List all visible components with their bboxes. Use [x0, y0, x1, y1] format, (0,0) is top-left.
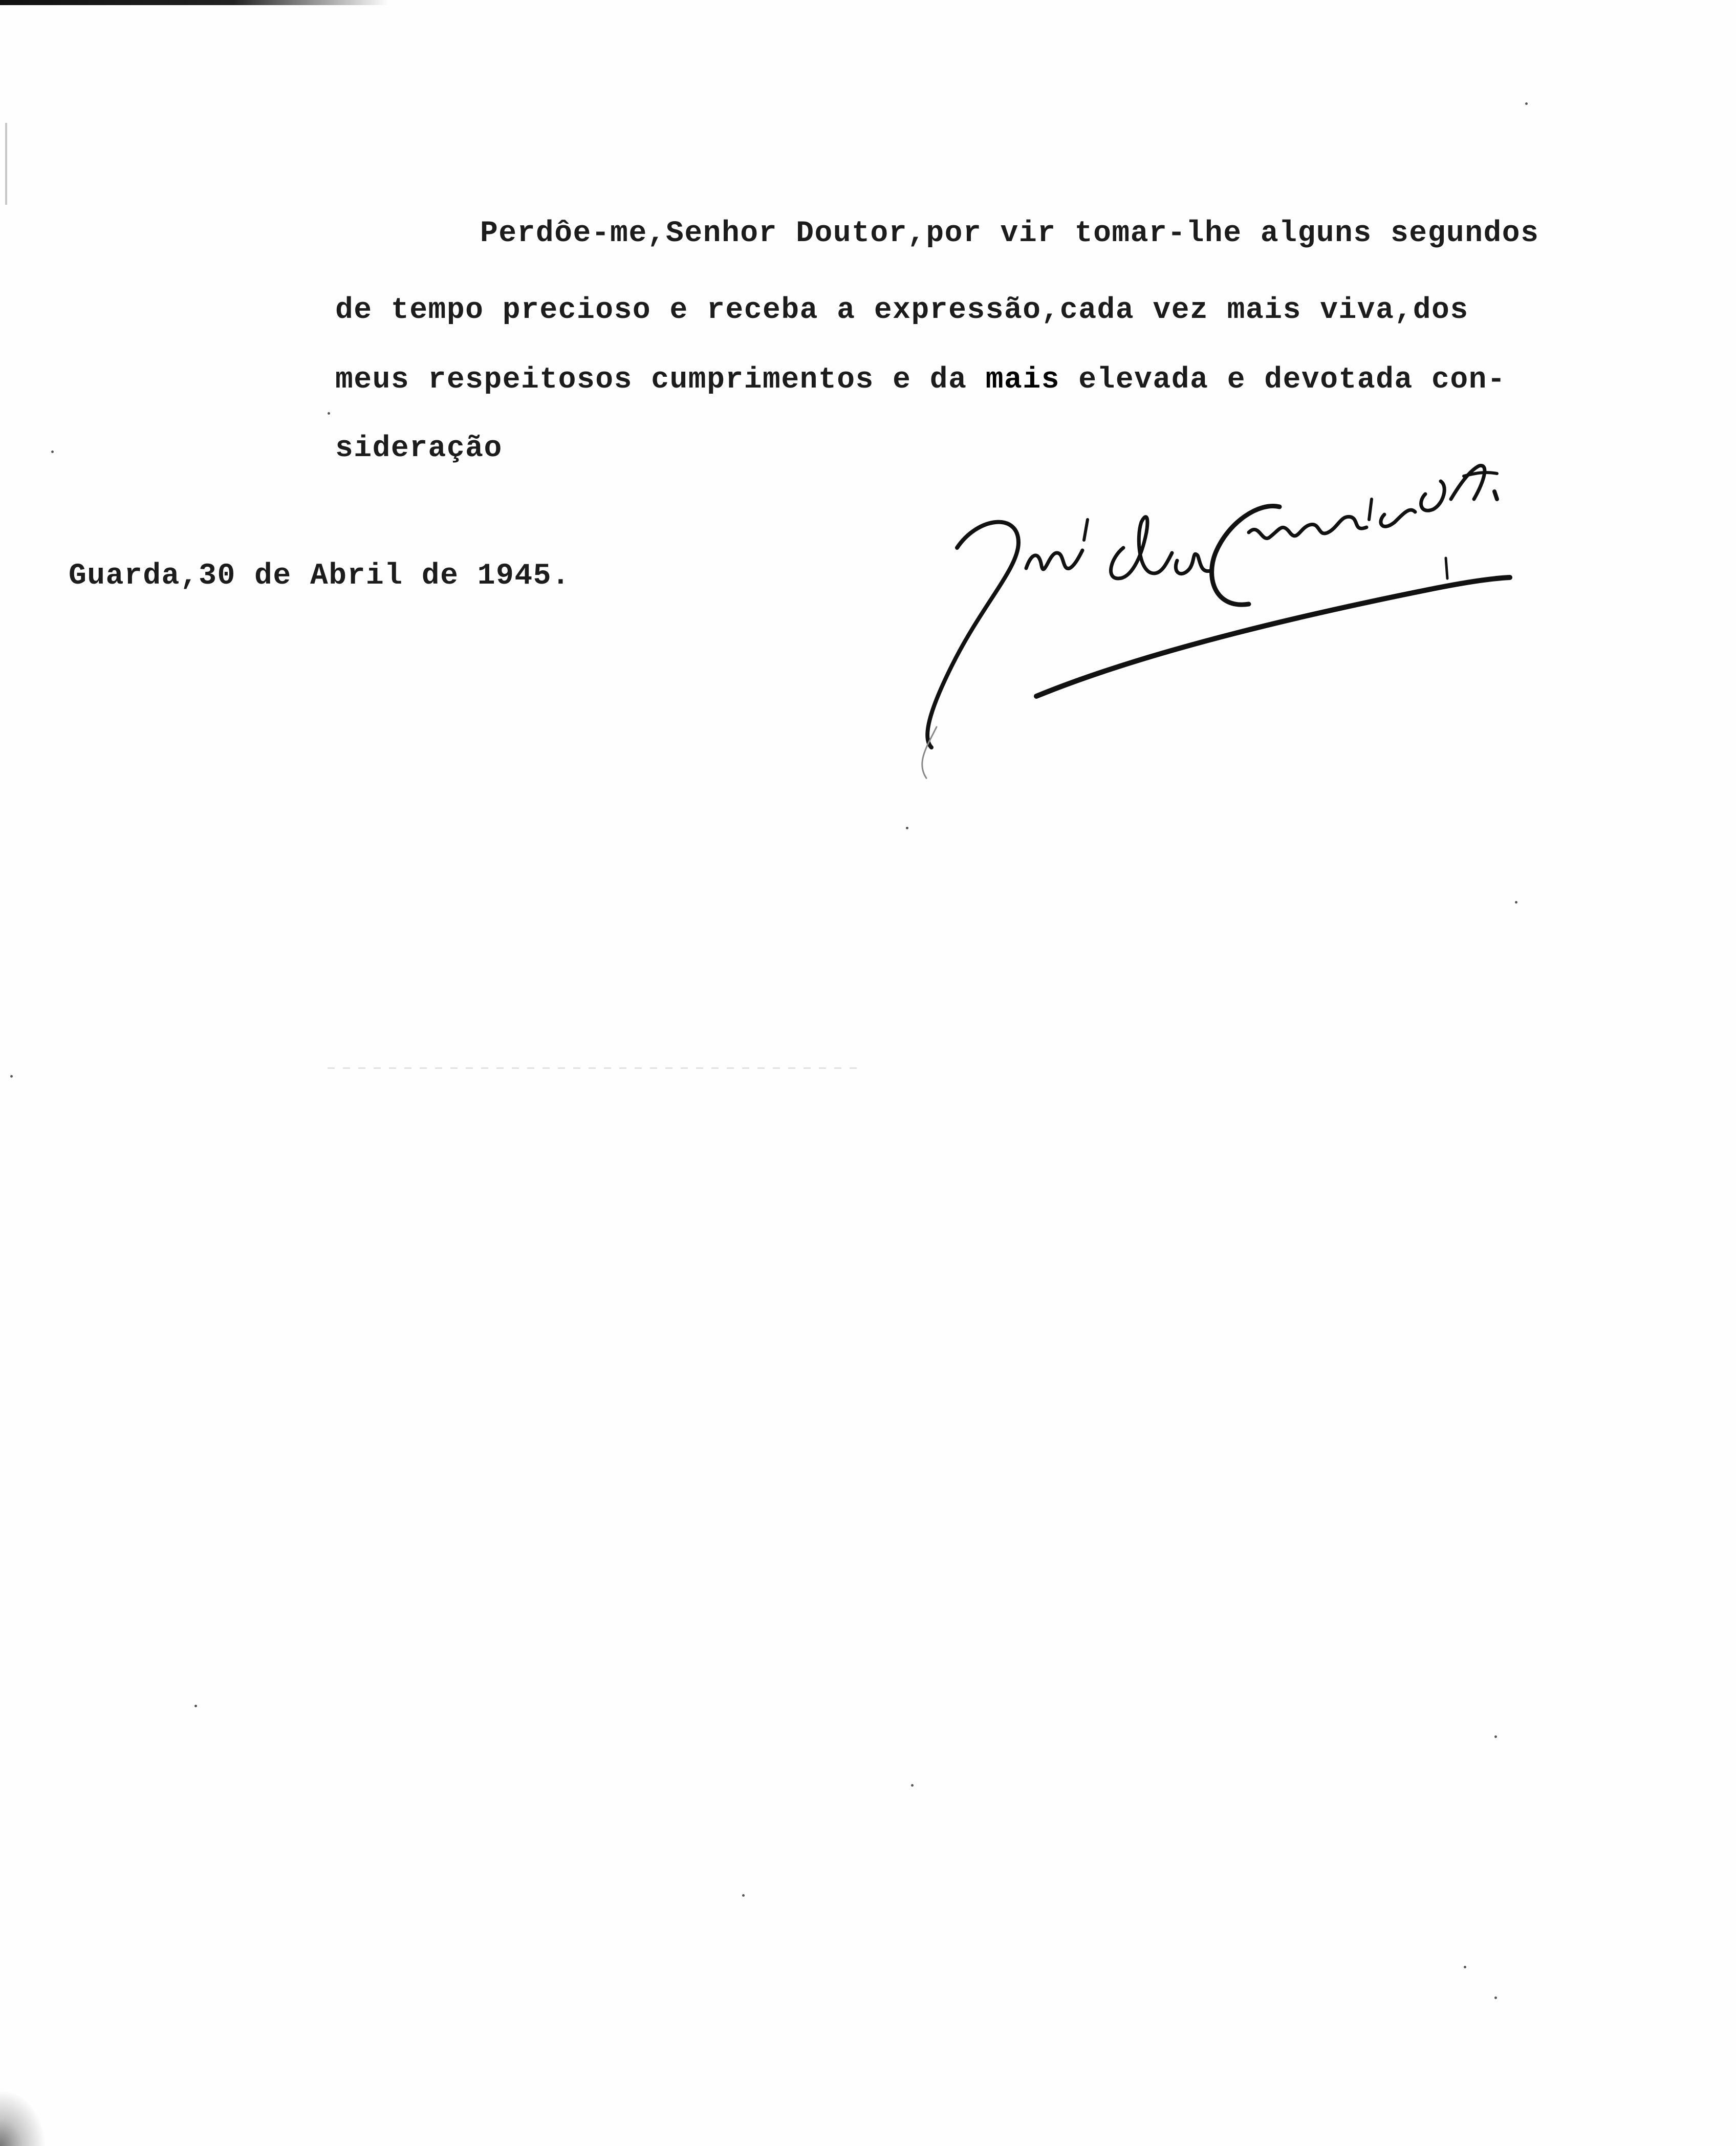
scan-speck [1464, 1966, 1466, 1968]
paragraph-line-1: Perdôe-me,Senhor Doutor,por vir tomar-lhe alguns segundos [480, 217, 1539, 250]
scan-speck [10, 1075, 13, 1078]
overstruck-word: mais [985, 363, 1060, 397]
paragraph-line-3-start: meus respeitosos cumprimentos e da [335, 363, 986, 397]
paragraph-line-3 [335, 363, 1506, 397]
scan-speck [1494, 1735, 1497, 1738]
faint-scan-line [328, 1067, 865, 1069]
scan-corner-smudge [0, 2090, 46, 2146]
scan-speck [1494, 1997, 1497, 1999]
scan-edge-left [5, 123, 7, 205]
paragraph-line-3-end: elevada e devotada con- [1059, 363, 1506, 397]
place-and-date: Guarda,30 de Abril de 1945. [69, 560, 571, 593]
scan-edge-top [0, 0, 389, 5]
paragraph-line-2: de tempo precioso e receba a expressão,cada vez mais viva,dos [335, 294, 1469, 327]
scan-speck [328, 412, 330, 415]
scan-speck [906, 827, 908, 829]
paragraph-line-4: sideração [335, 432, 503, 465]
scan-speck [742, 1894, 745, 1897]
scan-speck [1525, 102, 1528, 105]
scan-speck [911, 1784, 914, 1787]
scan-speck [51, 450, 54, 453]
scan-speck [194, 1705, 197, 1707]
handwritten-signature [921, 450, 1617, 799]
scan-speck [1515, 901, 1517, 904]
